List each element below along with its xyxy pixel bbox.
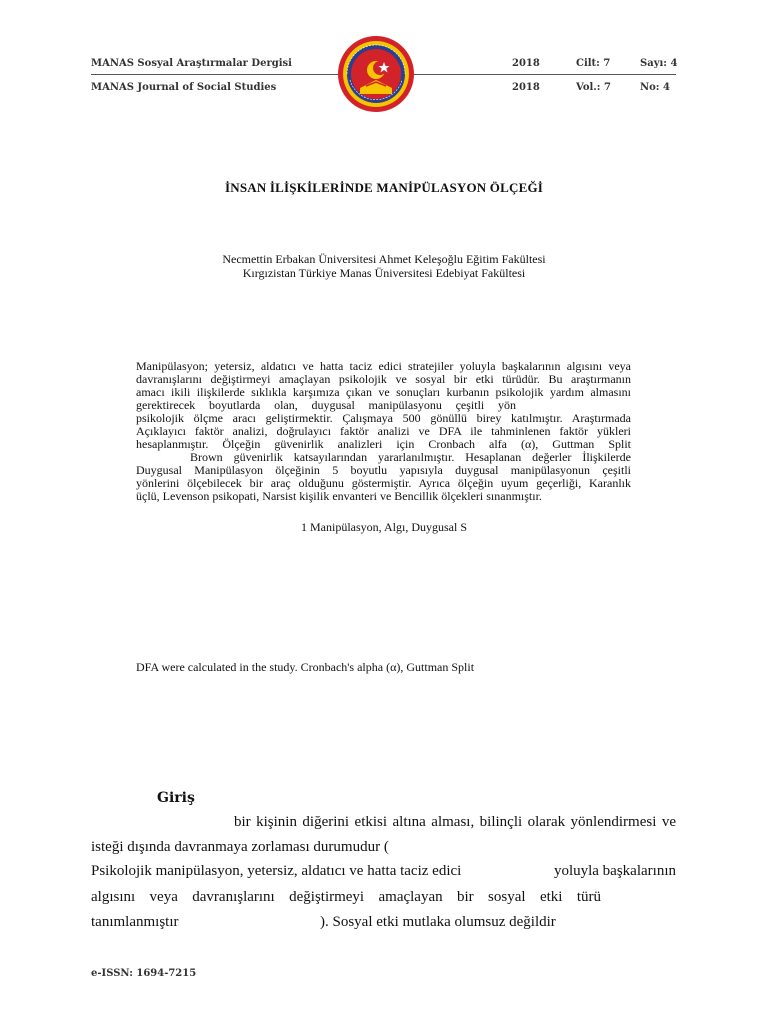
affiliation-2: Kırgızistan Türkiye Manas Üniversitesi Edebiyat Fakültesi <box>242 266 526 280</box>
abstract-line: psikolojik ölçme aracı geliştirmektir. Çalışmaya 500 gönüllü birey katılmıştır. Araştırmada <box>136 411 631 425</box>
abstract-line: Açıklayıcı faktör analizi, doğrulayıcı faktör analizi ve DFA ile tahminlenen faktör yükleri <box>136 424 631 438</box>
year-en: 2018 <box>512 82 540 93</box>
abstract-line: Duygusal Manipülasyon ölçeğinin 5 boyutlu yapısıyla duygusal manipülasyonun çeşitli <box>136 463 631 477</box>
affiliation-1: Necmettin Erbakan Üniversitesi Ahmet Keleşoğlu Eğitim Fakültesi <box>222 252 546 266</box>
article-title: İNSAN İLİŞKİLERİNDE MANİPÜLASYON ÖLÇEĞİ <box>224 180 544 195</box>
abstract-line: Brown güvenirlik katsayılarından yararlanılmıştır. Hesaplanan değerler İlişkilerde <box>190 450 631 464</box>
volume-tr: Cilt: 7 <box>576 58 611 69</box>
abstract-line: davranışlarını değiştirmeyi amaçlayan psikolojik ve sosyal bir etki türüdür. Bu araştırmanın <box>136 372 631 386</box>
issue-tr: Sayı: 4 <box>640 58 678 69</box>
abstract-line: yönlerini ölçebilecek bir araç olduğunu göstermiştir. Ayrıca ölçeğin uyum geçerliği, Karanlık <box>136 476 631 490</box>
body-line: ). Sosyal etki mutlaka olumsuz değildir <box>320 914 556 930</box>
body-line: algısını veya davranışlarını değiştirmeyi amaçlayan bir sosyal etki türü <box>91 889 601 905</box>
abstract-line: üçlü, Levenson psikopati, Narsist kişilik envanteri ve Bencillik ölçekleri sınanmıştır. <box>136 489 542 503</box>
body-line: tanımlanmıştır <box>91 914 179 930</box>
abstract-line: amacı ikili ilişkilerde sıklıkla karşımıza çıkan ve sonuçları kurbanın psikolojik yardım almasını <box>136 385 631 399</box>
body-line: Psikolojik manipülasyon, yetersiz, aldatıcı ve hatta taciz edici <box>91 863 462 879</box>
journal-title-tr: MANAS Sosyal Araştırmalar Dergisi <box>91 58 292 69</box>
university-seal-logo <box>336 34 416 114</box>
abstract-line: gerektirecek boyutlarda olan, duygusal manipülasyonu çeşitli yön <box>136 398 516 412</box>
section-heading: Giriş <box>157 790 195 806</box>
header-rule-left <box>91 74 346 75</box>
body-line: isteği dışında davranmaya zorlaması durumudur ( <box>91 839 389 855</box>
header-rule-right <box>408 74 676 75</box>
keywords: 1 Manipülasyon, Algı, Duygusal S <box>300 520 467 534</box>
english-abstract-line: DFA were calculated in the study. Cronbach's alpha (α), Guttman Split <box>136 660 475 674</box>
body-line: yoluyla başkalarının <box>553 863 676 879</box>
body-line: bir kişinin diğerini etkisi altına alması, bilinçli olarak yönlendirmesi ve <box>234 814 676 830</box>
abstract-line: Manipülasyon; yetersiz, aldatıcı ve hatta taciz edici stratejiler yoluyla başkalarının algısını veya <box>136 359 631 373</box>
issue-en: No: 4 <box>640 82 670 93</box>
footer-issn: e-ISSN: 1694-7215 <box>91 968 197 979</box>
volume-en: Vol.: 7 <box>576 82 611 93</box>
year-tr: 2018 <box>512 58 540 69</box>
abstract-line: hesaplanmıştır. Ölçeğin güvenirlik analizleri için Cronbach alfa (α), Guttman Split <box>136 437 631 451</box>
journal-title-en: MANAS Journal of Social Studies <box>91 82 277 93</box>
